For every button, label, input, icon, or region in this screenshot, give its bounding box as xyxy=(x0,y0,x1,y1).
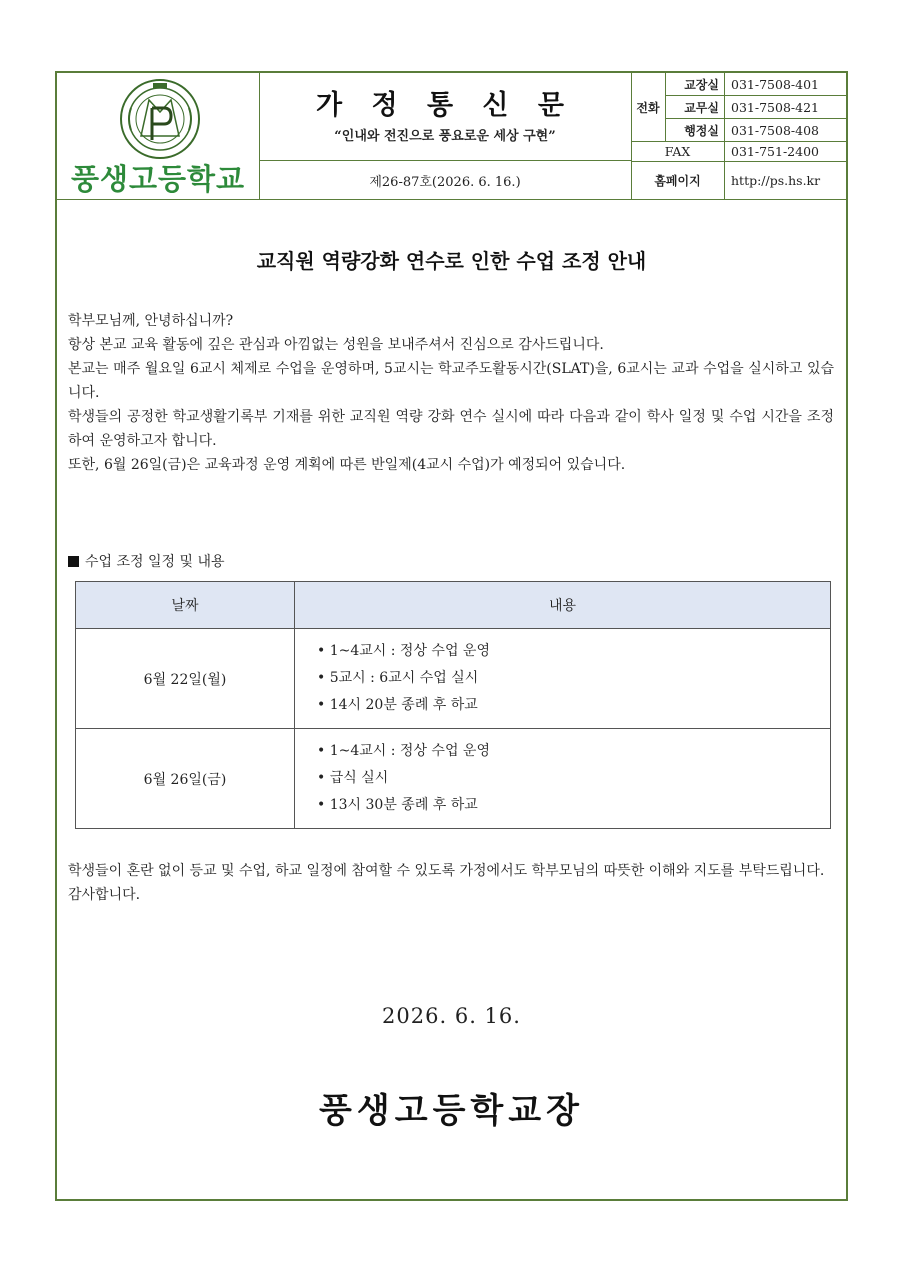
row-date: 6월 22일(월) xyxy=(76,629,295,729)
closing-text xyxy=(68,859,834,907)
contact-number-principal: 031-7508-401 xyxy=(731,76,819,92)
table-header-row xyxy=(76,582,831,629)
contact-number-academic: 031-7508-421 xyxy=(731,99,819,115)
body-text xyxy=(68,309,834,477)
fax-label: FAX xyxy=(664,144,691,159)
paragraph: 본교는 매주 월요일 6교시 체제로 수업을 운영하며, 5교시는 학교주도활동시간(SLAT)을, 6교시는 교과 수업을 실시하고 있습니다. xyxy=(68,361,834,401)
section-heading-label: 수업 조정 일정 및 내용 xyxy=(85,554,225,570)
homepage-label: 홈페이지 xyxy=(654,174,701,188)
divider xyxy=(666,118,846,119)
document-frame xyxy=(55,71,848,1201)
fax-number: 031-751-2400 xyxy=(731,144,819,159)
paragraph: 항상 본교 교육 활동에 깊은 관심과 아낌없는 성원을 보내주셔서 진심으로 감사드립니다. xyxy=(68,337,604,353)
list-item: • 1~4교시 : 정상 수업 운영 xyxy=(317,638,829,665)
list-item: • 5교시 : 6교시 수업 실시 xyxy=(317,665,829,692)
homepage-link[interactable]: http://ps.hs.kr xyxy=(731,173,821,188)
issue-number: 제26-87호(2026. 6. 16.) xyxy=(259,160,631,200)
list-item: • 1~4교시 : 정상 수업 운영 xyxy=(317,738,829,765)
paragraph: 학생들의 공정한 학교생활기록부 기재를 위한 교직원 역량 강화 연수 실시에 따라 다음과 같이 학사 일정 및 수업 시간을 조정하여 운영하고자 합니다. xyxy=(68,409,834,449)
signer-name: 풍생고등학교장 xyxy=(319,1091,584,1131)
phone-label: 전화 xyxy=(636,100,660,115)
paragraph: 또한, 6월 26일(금)은 교육과정 운영 계획에 따른 반일제(4교시 수업)가 예정되어 있습니다. xyxy=(68,457,626,473)
column-header-date: 날짜 xyxy=(76,582,295,629)
paragraph: 학생들이 혼란 없이 등교 및 수업, 하교 일정에 참여할 수 있도록 가정에서도 학부모님의 따뜻한 이해와 지도를 부탁드립니다. xyxy=(68,863,825,879)
contact-number-admin: 031-7508-408 xyxy=(731,122,819,138)
list-item: • 13시 30분 종례 후 하교 xyxy=(317,792,829,819)
contact-table xyxy=(631,73,846,199)
school-name-logo: 풍생고등학교 xyxy=(70,162,246,196)
column-header-content: 내용 xyxy=(295,582,831,629)
school-slogan: “인내와 전진으로 풍요로운 세상 구현” xyxy=(334,129,556,144)
paragraph: 감사합니다. xyxy=(68,887,141,903)
contact-label-academic: 교무실 xyxy=(684,100,719,115)
letterhead xyxy=(57,73,846,200)
contact-label-admin: 행정실 xyxy=(684,123,719,138)
newsletter-title: 가 정 통 신 문 xyxy=(315,90,574,121)
document-title: 교직원 역량강화 연수로 인한 수업 조정 안내 xyxy=(256,249,647,273)
row-items xyxy=(295,629,831,729)
row-date: 6월 26일(금) xyxy=(76,729,295,829)
row-items xyxy=(295,729,831,829)
square-bullet-icon xyxy=(68,556,79,567)
contact-label-principal: 교장실 xyxy=(684,77,719,92)
table-row xyxy=(76,729,831,829)
school-emblem-icon xyxy=(119,78,201,160)
school-logo-area xyxy=(57,73,259,199)
schedule-table xyxy=(75,581,831,829)
title-area xyxy=(259,73,631,199)
issue-date: 2026. 6. 16. xyxy=(382,1004,521,1028)
divider xyxy=(666,95,846,96)
table-row xyxy=(76,629,831,729)
list-item: • 급식 실시 xyxy=(317,765,829,792)
greeting: 학부모님께, 안녕하십니까? xyxy=(68,313,234,329)
list-item: • 14시 20분 종례 후 하교 xyxy=(317,692,829,719)
section-heading xyxy=(68,551,225,571)
